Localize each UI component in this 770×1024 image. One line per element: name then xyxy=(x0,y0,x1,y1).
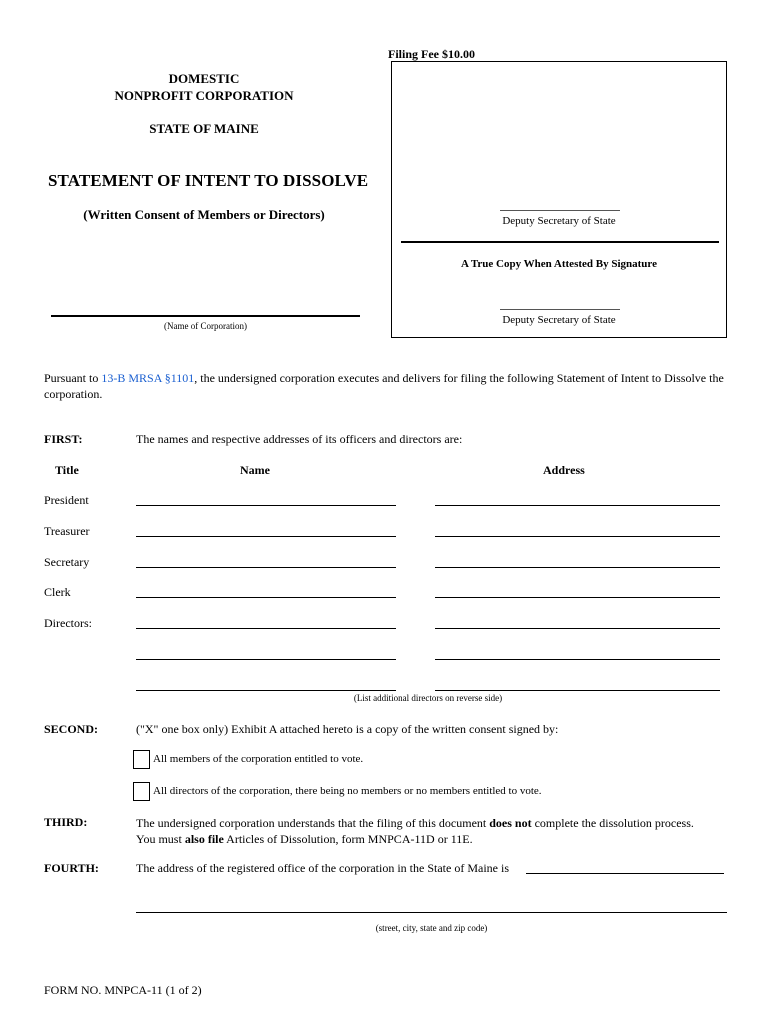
address-field-clerk[interactable] xyxy=(435,597,720,598)
registered-office-address-line[interactable] xyxy=(136,912,727,913)
intro-post: , the undersigned corporation executes and delivers for filing the following Statement of Intent to Dissolve the corporation. xyxy=(44,371,724,401)
deputy-label-2: Deputy Secretary of State xyxy=(502,314,616,326)
third-line2-pre: You must xyxy=(136,832,185,846)
filing-fee: Filing Fee $10.00 xyxy=(388,47,475,61)
registered-office-field[interactable] xyxy=(526,873,724,874)
directors-checkbox[interactable] xyxy=(133,782,150,801)
address-field-director-1[interactable] xyxy=(435,628,720,629)
name-field-clerk[interactable] xyxy=(136,597,396,598)
page-subtitle: (Written Consent of Members or Directors) xyxy=(83,207,325,222)
corporation-name-field[interactable] xyxy=(51,315,360,317)
row-title-clerk: Clerk xyxy=(44,585,71,599)
intro-pre: Pursuant to xyxy=(44,371,102,385)
first-text: The names and respective addresses of its officers and directors are: xyxy=(136,432,463,446)
address-field-director-3[interactable] xyxy=(435,690,720,691)
intro-paragraph xyxy=(44,370,728,402)
second-label: SECOND: xyxy=(44,722,99,736)
members-checkbox[interactable] xyxy=(133,750,150,769)
members-option-label: All members of the corporation entitled to vote. xyxy=(153,753,364,765)
name-field-director-2[interactable] xyxy=(136,659,396,660)
third-text-post: complete the dissolution process. xyxy=(531,816,694,830)
filing-box xyxy=(391,61,727,338)
row-title-directors: Directors: xyxy=(44,616,92,630)
corporation-name-caption: (Name of Corporation) xyxy=(164,321,247,331)
row-title-president: President xyxy=(44,493,89,507)
second-text: ("X" one box only) Exhibit A attached hereto is a copy of the written consent signed by: xyxy=(136,722,559,736)
deputy-signature-line-1 xyxy=(500,210,620,211)
row-title-treasurer: Treasurer xyxy=(44,524,90,538)
name-field-secretary[interactable] xyxy=(136,567,396,568)
col-name-header: Name xyxy=(240,463,270,477)
address-field-president[interactable] xyxy=(435,505,720,506)
additional-directors-note: (List additional directors on reverse side) xyxy=(353,693,503,703)
registered-office-caption: (street, city, state and zip code) xyxy=(375,923,488,933)
row-title-secretary: Secretary xyxy=(44,555,90,569)
name-field-director-1[interactable] xyxy=(136,628,396,629)
filing-box-divider xyxy=(401,241,719,243)
address-field-director-2[interactable] xyxy=(435,659,720,660)
third-text xyxy=(136,815,726,831)
third-line2-bold: also file xyxy=(184,832,224,846)
header-domestic: DOMESTIC xyxy=(168,71,240,86)
fourth-label: FOURTH: xyxy=(44,861,99,875)
statute-link[interactable]: 13-B MRSA §1101 xyxy=(101,371,195,385)
address-field-treasurer[interactable] xyxy=(435,536,720,537)
fourth-text: The address of the registered office of the corporation in the State of Maine is xyxy=(136,861,509,875)
page-title: STATEMENT OF INTENT TO DISSOLVE xyxy=(48,171,369,190)
header-nonprofit: NONPROFIT CORPORATION xyxy=(114,88,294,103)
name-field-president[interactable] xyxy=(136,505,396,506)
first-label: FIRST: xyxy=(44,432,83,446)
header-state: STATE OF MAINE xyxy=(149,121,259,136)
true-copy-label: A True Copy When Attested By Signature xyxy=(461,258,657,270)
col-title-header: Title xyxy=(55,463,79,477)
third-label: THIRD: xyxy=(44,815,88,829)
col-address-header: Address xyxy=(543,463,585,477)
third-text-bold: does not xyxy=(489,816,532,830)
name-field-director-3[interactable] xyxy=(136,690,396,691)
directors-option-label: All directors of the corporation, there being no members or no members entitled to vote. xyxy=(153,785,542,797)
deputy-label-1: Deputy Secretary of State xyxy=(502,215,616,227)
name-field-treasurer[interactable] xyxy=(136,536,396,537)
third-text-line2 xyxy=(136,831,473,847)
address-field-secretary[interactable] xyxy=(435,567,720,568)
third-line2-post: Articles of Dissolution, form MNPCA-11D or 11E. xyxy=(223,832,473,846)
form-number: FORM NO. MNPCA-11 (1 of 2) xyxy=(44,983,202,997)
deputy-signature-line-2 xyxy=(500,309,620,310)
third-text-pre: The undersigned corporation understands that the filing of this document xyxy=(136,816,490,830)
